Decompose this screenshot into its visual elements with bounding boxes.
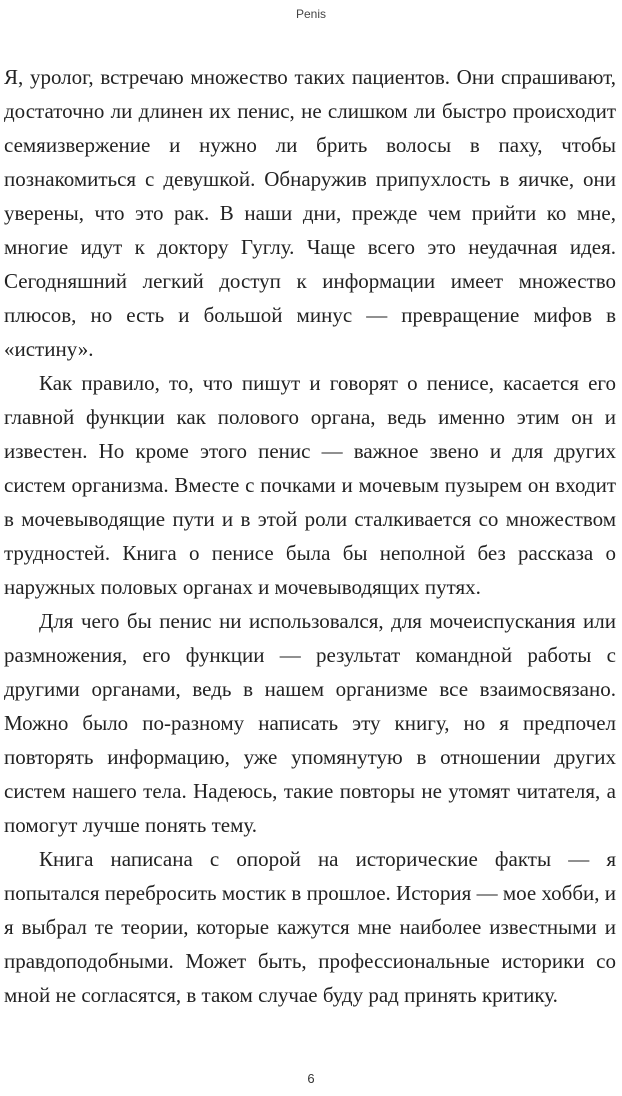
body-text	[4, 60, 616, 1012]
paragraph-1: Я, уролог, встречаю множество таких пациентов. Они спрашивают, достаточно ли длинен их пенис, не слишком ли быстро происходит семяизвержение и нужно ли брить волосы в паху, чтобы познакомиться с девушкой. Обнаружив припухлость в яичке, они уверены, что это рак. В наши дни, прежде чем прийти ко мне, многие идут к доктору Гуглу. Чаще всего это неудачная идея. Сегодняшний легкий доступ к информации имеет множество плюсов, но есть и большой минус — превращение мифов в «истину».	[4, 65, 616, 361]
paragraph-3: Для чего бы пенис ни использовался, для мочеиспускания или размножения, его функции — результат командной работы с другими органами, ведь в нашем организме все взаимосвязано. Можно было по-разному написать эту книгу, но я предпочел повторять информацию, уже упомянутую в отношении других систем нашего тела. Надеюсь, такие повторы не утомят читателя, а помогут лучше понять тему.	[4, 609, 616, 837]
paragraph-2: Как правило, то, что пишут и говорят о пенисе, касается его главной функции как полового органа, ведь именно этим он и известен. Но кроме этого пенис — важное звено и для других систем организма. Вместе с почками и мочевым пузырем он входит в мочевыводящие пути и в этой роли сталкивается со множеством трудностей. Книга о пенисе была бы неполной без рассказа о наружных половых органах и мочевыводящих путях.	[4, 371, 616, 599]
paragraph-4: Книга написана с опорой на исторические факты — я попытался перебросить мостик в прошлое. История — мое хобби, и я выбрал те теории, которые кажутся мне наиболее известными и правдоподобными. Может быть, профессиональные историки со мной не согласятся, в таком случае буду рад принять критику.	[4, 847, 616, 1007]
running-head: Penis	[295, 7, 327, 21]
page-number: 6	[307, 1071, 315, 1086]
